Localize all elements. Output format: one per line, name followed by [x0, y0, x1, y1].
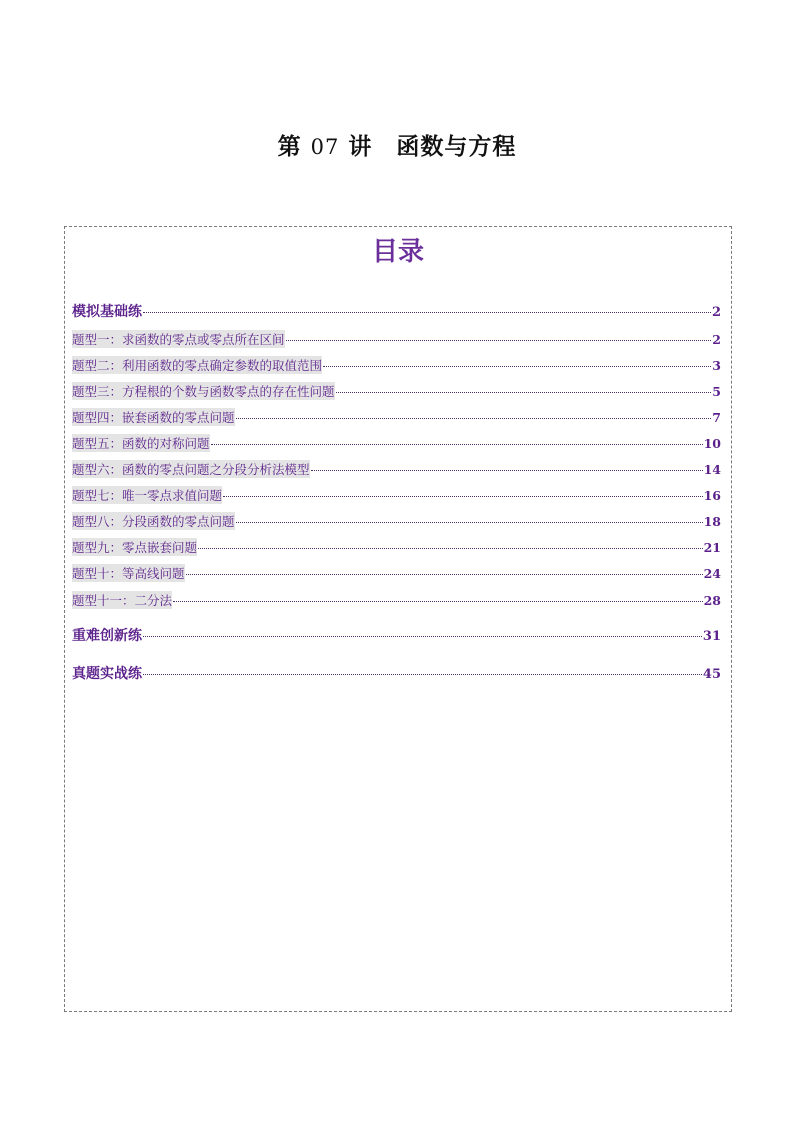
toc-entry-label: 题型二：利用函数的零点确定参数的取值范围 — [72, 358, 323, 373]
toc-entry-label: 题型八：分段函数的零点问题 — [72, 514, 235, 529]
toc-entry-label: 题型十一：二分法 — [72, 593, 173, 608]
toc-leader-dots — [286, 340, 712, 341]
toc-leader-dots — [236, 522, 703, 523]
toc-entry-label: 模拟基础练 — [72, 304, 142, 320]
toc-entry-label: 题型九：零点嵌套问题 — [72, 540, 198, 555]
toc-leader-dots — [336, 392, 712, 393]
title-suffix: 讲 函数与方程 — [348, 134, 517, 160]
toc-leader-dots — [143, 674, 702, 675]
toc-entry[interactable] — [72, 538, 721, 556]
toc-leader-dots — [186, 574, 703, 575]
toc-entry[interactable] — [72, 408, 721, 426]
toc-entry-label: 题型十：等高线问题 — [72, 566, 185, 581]
title-number: 07 — [310, 135, 340, 159]
toc-entry-page: 45 — [702, 667, 721, 682]
toc-entry-page: 2 — [711, 305, 721, 320]
toc-entry[interactable] — [72, 382, 721, 400]
toc-entry-page: 28 — [703, 593, 721, 608]
toc-entry-page: 21 — [703, 540, 721, 555]
toc-leader-dots — [311, 470, 703, 471]
toc-entry-label: 题型一：求函数的零点或零点所在区间 — [72, 332, 285, 347]
toc-heading: 目录 — [371, 237, 424, 267]
toc-entry-page: 24 — [703, 566, 721, 581]
toc-entry-label: 题型七：唯一零点求值问题 — [72, 488, 223, 503]
page-title — [0, 128, 794, 161]
toc-entry-page: 2 — [712, 332, 721, 347]
toc-leader-dots — [211, 444, 703, 445]
toc-entry-label: 重难创新练 — [72, 628, 142, 644]
table-of-contents — [64, 226, 732, 1012]
toc-leader-dots — [236, 418, 712, 419]
toc-entry-page: 5 — [712, 384, 721, 399]
toc-entry-label: 题型五：函数的对称问题 — [72, 436, 210, 451]
toc-entry-section[interactable] — [72, 625, 721, 645]
toc-leader-dots — [173, 601, 703, 602]
toc-entry[interactable] — [72, 460, 721, 478]
toc-entry-page: 16 — [703, 488, 721, 503]
toc-entry[interactable] — [72, 591, 721, 609]
toc-entry-section[interactable] — [72, 301, 721, 321]
toc-entry-page: 31 — [702, 629, 721, 644]
toc-entry[interactable] — [72, 564, 721, 582]
toc-entry-label: 题型三：方程根的个数与函数零点的存在性问题 — [72, 384, 335, 399]
toc-entry[interactable] — [72, 512, 721, 530]
toc-entry[interactable] — [72, 356, 721, 374]
toc-entry-page: 10 — [703, 436, 721, 451]
toc-entry[interactable] — [72, 434, 721, 452]
toc-entry-label: 题型六：函数的零点问题之分段分析法模型 — [72, 462, 310, 477]
toc-entry-page: 18 — [703, 514, 721, 529]
toc-leader-dots — [143, 636, 702, 637]
toc-entry-page: 3 — [712, 358, 721, 373]
toc-entry[interactable] — [72, 486, 721, 504]
toc-leader-dots — [198, 548, 703, 549]
toc-entry-page: 14 — [703, 462, 721, 477]
toc-entry-page: 7 — [712, 410, 721, 425]
toc-entry-label: 题型四：嵌套函数的零点问题 — [72, 410, 235, 425]
toc-entry-label: 真题实战练 — [72, 666, 142, 682]
toc-entry[interactable] — [72, 330, 721, 348]
toc-leader-dots — [143, 312, 711, 313]
toc-leader-dots — [323, 366, 711, 367]
title-prefix: 第 — [277, 134, 302, 160]
toc-entry-section[interactable] — [72, 663, 721, 683]
toc-leader-dots — [223, 496, 703, 497]
